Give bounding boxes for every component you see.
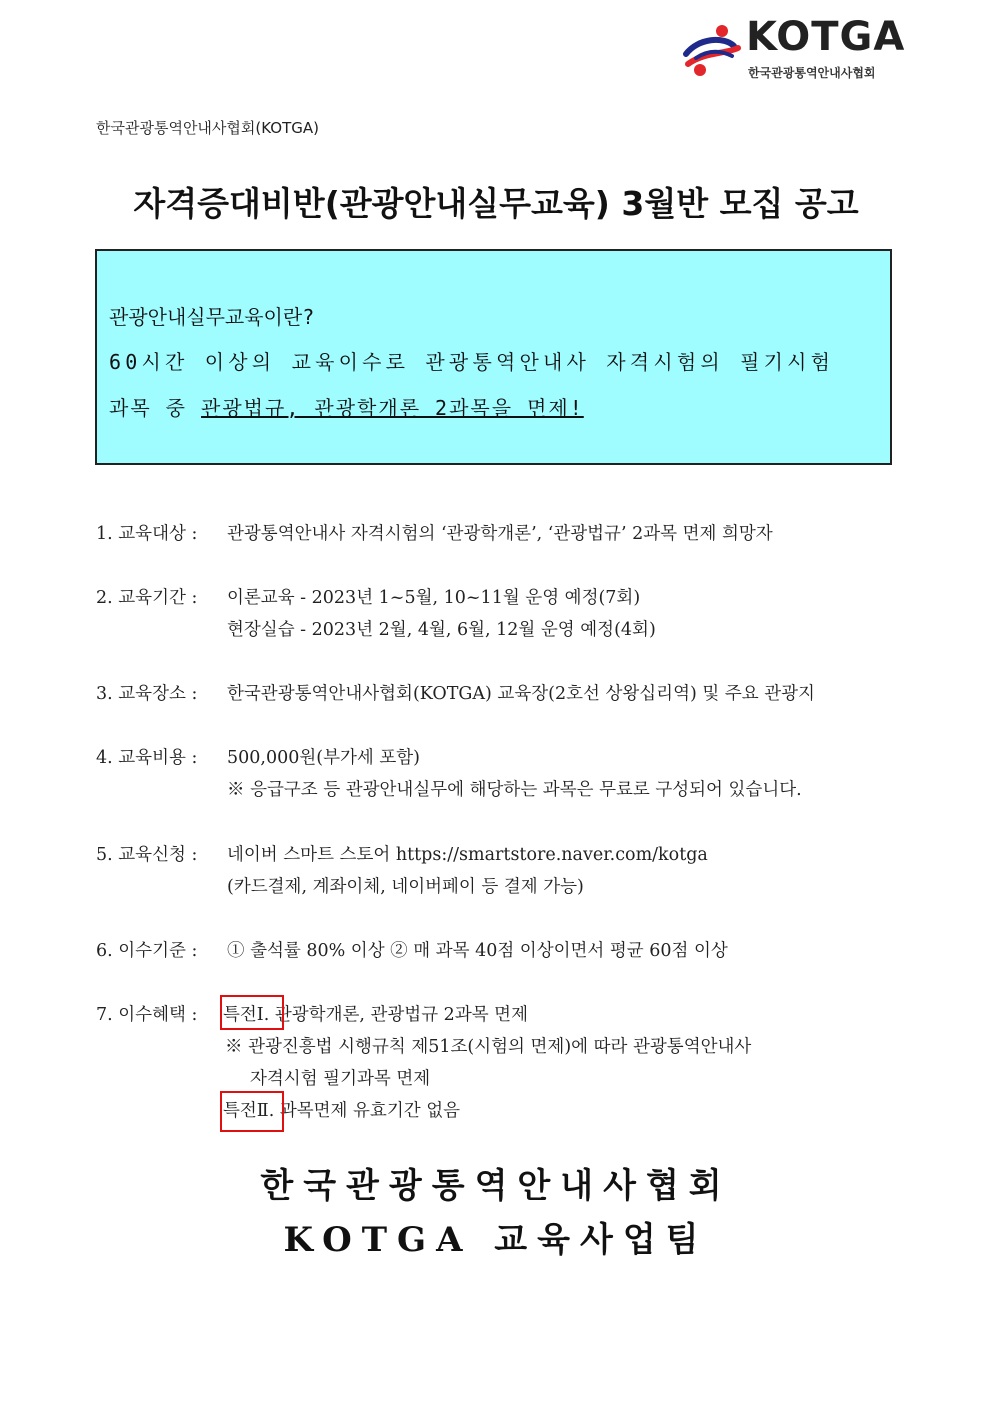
item-value: 현장실습 - 2023년 2월, 4월, 6월, 12월 운영 예정(4회) — [227, 620, 656, 640]
callout-line-3-underlined: 관광법규, 관광학개론 2과목을 면제! — [201, 396, 584, 420]
item-note: ※ 응급구조 등 관광안내실무에 해당하는 과목은 무료로 구성되어 있습니다. — [227, 780, 802, 800]
logo-subtitle: 한국관광통역안내사협회 — [748, 66, 876, 80]
item-label: 5. 교육신청 : — [96, 845, 198, 865]
callout-line-2: 60시간 이상의 교육이수로 관광통역안내사 자격시험의 필기시험 — [109, 350, 835, 374]
callout-line-3 — [109, 392, 584, 421]
kotga-emblem-icon — [676, 20, 746, 84]
intro-callout-box — [95, 249, 892, 465]
item-label: 7. 이수혜택 : — [96, 1005, 198, 1025]
logo-wordmark: KOTGA — [746, 14, 906, 60]
item-label: 3. 교육장소 : — [96, 684, 198, 704]
organization-line: 한국관광통역안내사협회(KOTGA) — [96, 119, 319, 137]
kotga-logo — [676, 14, 906, 84]
item-value: 이론교육 - 2023년 1~5월, 10~11월 운영 예정(7회) — [227, 588, 641, 608]
benefit-1: 특전Ⅰ. 관광학개론, 관광법규 2과목 면제 — [223, 1005, 528, 1025]
benefit-1-highlight-box — [220, 995, 284, 1030]
callout-line-3-prefix: 과목 중 — [109, 396, 202, 420]
item-value: (카드결제, 계좌이체, 네이버페이 등 결제 가능) — [227, 877, 584, 897]
item-label: 2. 교육기간 : — [96, 588, 198, 608]
footer-team: KOTGA 교육사업팀 — [283, 1220, 709, 1260]
item-value: ① 출석률 80% 이상 ② 매 과목 40점 이상이면서 평균 60점 이상 — [227, 941, 728, 961]
footer-organization: 한국관광통역안내사협회 — [260, 1166, 732, 1206]
item-label: 1. 교육대상 : — [96, 524, 198, 544]
item-value: 네이버 스마트 스토어 https://smartstore.naver.com/kotga — [227, 845, 708, 865]
item-value: 한국관광통역안내사협회(KOTGA) 교육장(2호선 상왕십리역) 및 주요 관광지 — [227, 684, 815, 704]
item-label: 6. 이수기준 : — [96, 941, 198, 961]
benefit-2: 특전Ⅱ. 과목면제 유효기간 없음 — [223, 1101, 461, 1121]
callout-line-1: 관광안내실무교육이란? — [109, 305, 315, 329]
item-value: 관광통역안내사 자격시험의 ‘관광학개론’, ‘관광법규’ 2과목 면제 희망자 — [227, 524, 773, 544]
page-title: 자격증대비반(관광안내실무교육) 3월반 모집 공고 — [133, 184, 859, 223]
benefit-2-highlight-box — [220, 1091, 284, 1132]
item-note: ※ 관광진흥법 시행규칙 제51조(시험의 면제)에 따라 관광통역안내사 — [225, 1037, 752, 1057]
item-label: 4. 교육비용 : — [96, 748, 198, 768]
item-note: 자격시험 필기과목 면제 — [250, 1069, 431, 1089]
item-value: 500,000원(부가세 포함) — [227, 748, 421, 768]
